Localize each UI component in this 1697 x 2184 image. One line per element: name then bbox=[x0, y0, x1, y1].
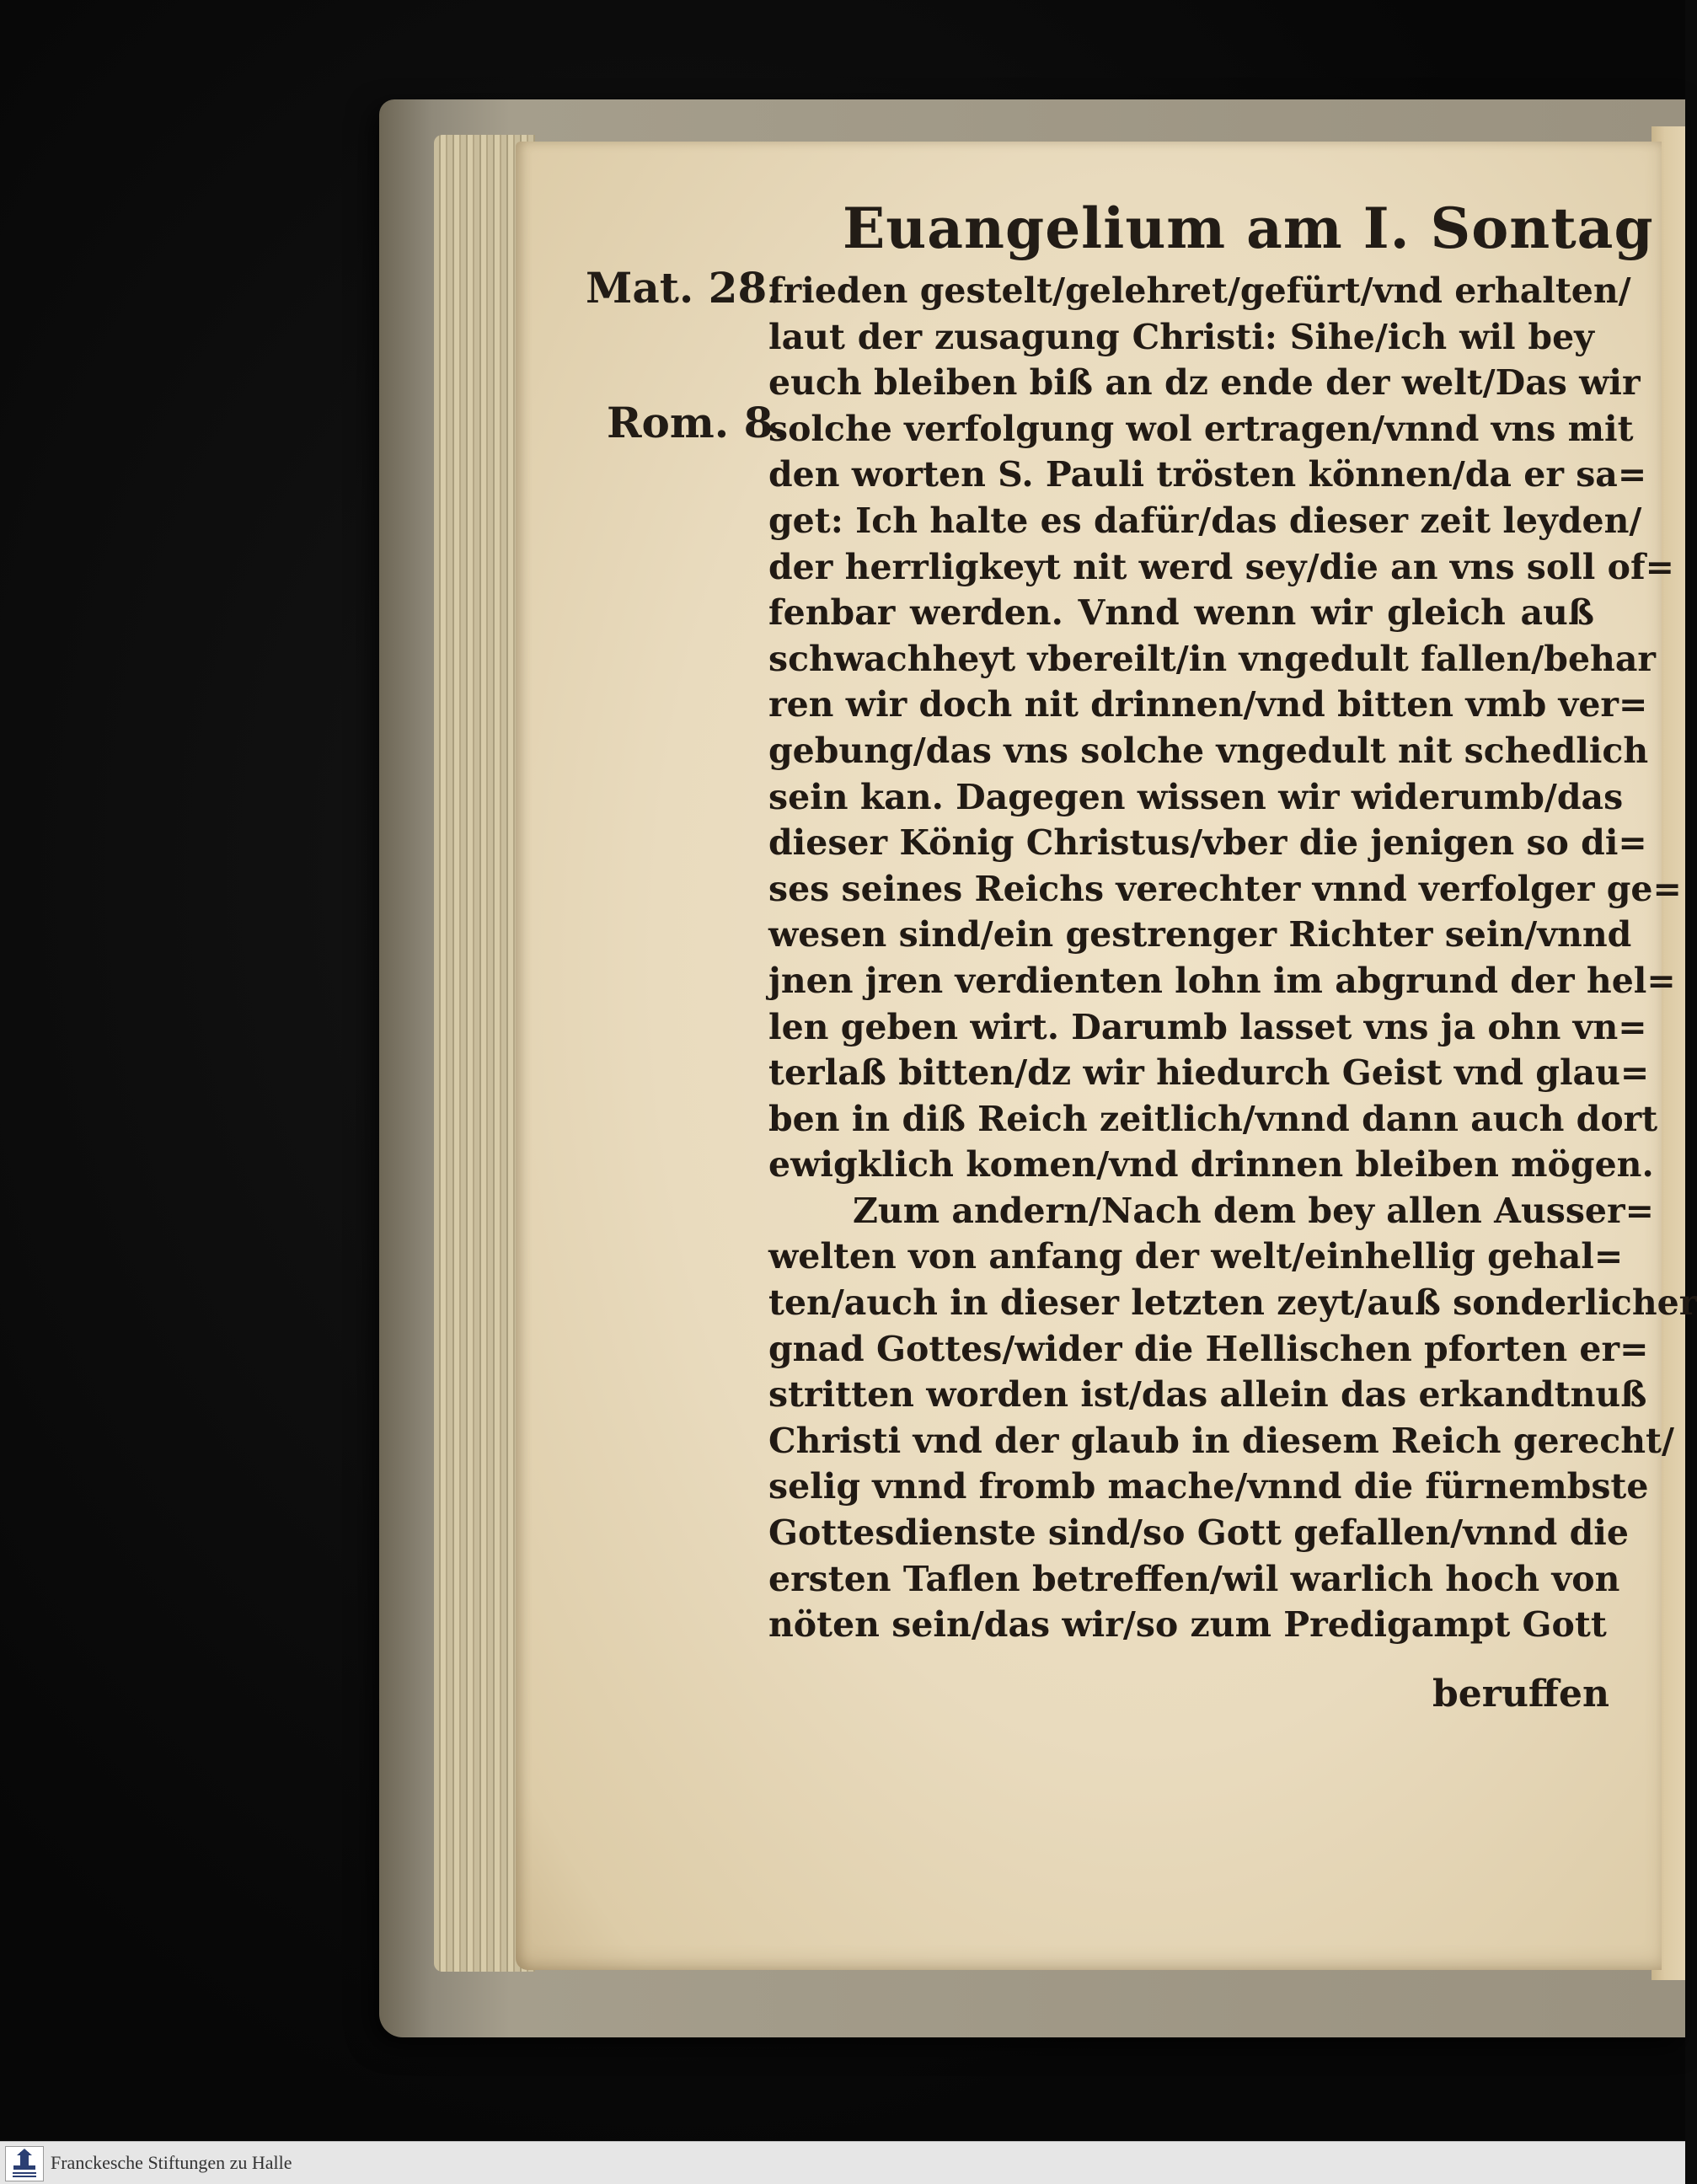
text-line: selig vnnd fromb mache/vnnd die fürnembste bbox=[768, 1466, 1649, 1507]
text-line: schwachheyt vbereilt/in vngedult fallen/behar bbox=[768, 638, 1657, 679]
text-line: Christi vnd der glaub in diesem Reich gerecht/ bbox=[768, 1420, 1674, 1461]
text-line: frieden gestelt/gelehret/gefürt/vnd erhalten/ bbox=[768, 270, 1631, 311]
text-line: laut der zusagung Christi: Sihe/ich wil bey bbox=[768, 316, 1594, 357]
text-line: welten von anfang der welt/einhellig gehal= bbox=[768, 1236, 1624, 1277]
text-line: get: Ich halte es dafür/das dieser zeit leyden/ bbox=[768, 500, 1642, 541]
text-line: ersten Taflen betreffen/wil warlich hoch von bbox=[768, 1558, 1620, 1599]
margin-note-rom: Rom. 8. bbox=[607, 398, 788, 447]
text-line: ren wir doch nit drinnen/vnd bitten vmb ver= bbox=[768, 684, 1648, 725]
text-line: terlaß bitten/dz wir hiedurch Geist vnd glau= bbox=[768, 1052, 1650, 1094]
text-line: ses seines Reichs verechter vnnd verfolger ge= bbox=[768, 868, 1682, 909]
text-line: gnad Gottes/wider die Hellischen pforten er= bbox=[768, 1328, 1649, 1369]
text-line: sein kan. Dagegen wissen wir widerumb/das bbox=[768, 776, 1624, 817]
text-line: euch bleiben biß an dz ende der welt/Das wir bbox=[768, 362, 1641, 404]
text-line: dieser König Christus/vber die jenigen so di= bbox=[768, 822, 1647, 864]
text-line: jnen jren verdienten lohn im abgrund der hel= bbox=[768, 960, 1676, 1001]
francke-foundation-logo-icon bbox=[5, 2146, 44, 2181]
text-line: solche verfolgung wol ertragen/vnnd vns mit bbox=[768, 408, 1634, 449]
text-line: Zum andern/Nach dem bey allen Ausser= bbox=[853, 1190, 1654, 1231]
text-line: gebung/das vns solche vngedult nit schedlich bbox=[768, 730, 1649, 771]
text-line: len geben wirt. Darumb lasset vns ja ohn vn= bbox=[768, 1006, 1647, 1047]
text-line: Gottesdienste sind/so Gott gefallen/vnnd die bbox=[768, 1512, 1629, 1554]
text-line: fenbar werden. Vnnd wenn wir gleich auß bbox=[768, 592, 1594, 634]
footer-credit-bar bbox=[0, 2141, 1685, 2184]
text-line: stritten worden ist/das allein das erkandtnuß bbox=[768, 1374, 1647, 1416]
text-line: ewigklich komen/vnd drinnen bleiben mögen. bbox=[768, 1144, 1654, 1186]
footer-credit-text: Franckesche Stiftungen zu Halle bbox=[51, 2152, 292, 2173]
text-line: ben in diß Reich zeitlich/vnnd dann auch dort bbox=[768, 1098, 1658, 1139]
catchword: beruffen bbox=[1432, 1673, 1610, 1716]
body-text bbox=[768, 268, 1697, 1648]
text-line: ten/auch in dieser letzten zeyt/auß sonderlicher bbox=[768, 1282, 1697, 1324]
margin-note-mat: Mat. 28. bbox=[586, 263, 782, 313]
text-line: nöten sein/das wir/so zum Predigampt Gott bbox=[768, 1604, 1607, 1646]
text-line: wesen sind/ein gestrenger Richter sein/vnnd bbox=[768, 914, 1632, 956]
text-line: der herrligkeyt nit werd sey/die an vns soll of= bbox=[768, 546, 1674, 587]
text-line: den worten S. Pauli trösten können/da er sa= bbox=[768, 454, 1647, 495]
running-head: Euangelium am I. Sontag bbox=[843, 195, 1654, 261]
